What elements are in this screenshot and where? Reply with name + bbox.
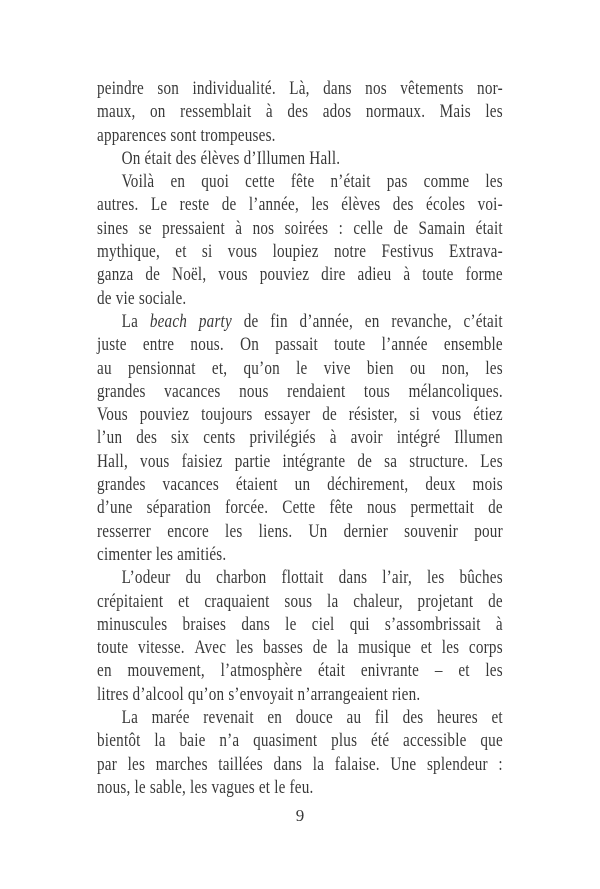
word: les — [485, 661, 503, 682]
word: enivrante — [360, 661, 420, 682]
word: La — [121, 708, 139, 729]
word: en — [364, 311, 380, 332]
word: pour — [474, 521, 503, 542]
word: à — [235, 218, 243, 239]
word: accessible — [403, 731, 467, 752]
text-segment: On était des élèves d’Illumen Hall. — [121, 148, 341, 169]
word: l’atmosphère — [220, 661, 303, 682]
word: Illumen — [454, 428, 503, 449]
word: vous — [218, 265, 248, 286]
word: la — [312, 754, 325, 775]
word: chaleur, — [353, 591, 403, 612]
text-line — [97, 754, 503, 777]
word: mythique, — [97, 242, 160, 263]
word: taillées — [218, 754, 263, 775]
word: Cette — [282, 498, 316, 519]
word: projetant — [417, 591, 474, 612]
word: ciel — [311, 614, 335, 635]
word: et, — [211, 358, 228, 379]
text-line — [97, 241, 503, 264]
text-line — [97, 427, 503, 450]
word: party — [198, 311, 232, 332]
word: la — [327, 591, 339, 612]
word: comme — [423, 172, 470, 193]
word: sous — [284, 591, 313, 612]
word: pouviez — [259, 265, 310, 286]
word: en — [170, 172, 186, 193]
word: liens. — [258, 521, 293, 542]
word: intégrante — [282, 451, 346, 472]
text-line — [97, 660, 503, 683]
word: pressaient — [162, 218, 225, 239]
word: dans — [323, 79, 352, 99]
text-line — [97, 125, 503, 148]
word: on — [150, 102, 166, 123]
word: au — [346, 708, 362, 729]
word: fil — [374, 708, 389, 729]
word: de — [357, 451, 373, 472]
text-line — [97, 358, 503, 381]
word: soirées — [284, 218, 329, 239]
text-line — [97, 194, 503, 217]
word: c’était — [463, 311, 503, 332]
word: et — [458, 661, 470, 682]
word: toute — [422, 265, 454, 286]
word: cents — [203, 428, 236, 449]
word: Un — [308, 521, 328, 542]
word: individualité. — [192, 79, 276, 99]
word: de — [322, 405, 337, 426]
word: les — [441, 638, 460, 659]
word: dernier — [343, 521, 389, 542]
word: du — [185, 568, 202, 589]
word: de — [145, 265, 161, 286]
word: des — [402, 708, 424, 729]
word: de — [488, 591, 503, 612]
word: et — [420, 638, 433, 659]
word: splendeur — [426, 754, 488, 775]
word: le — [285, 614, 297, 635]
word: les — [485, 102, 503, 123]
word: vêtements — [400, 79, 464, 99]
word: dans — [338, 568, 368, 589]
word: à — [265, 102, 273, 123]
text-line — [97, 707, 503, 730]
word: plus — [331, 731, 358, 752]
word: juste — [97, 335, 127, 356]
word: revenait — [203, 708, 254, 729]
word: les — [485, 172, 503, 193]
word: craquaient — [204, 591, 270, 612]
word: les — [485, 358, 503, 379]
word: ou — [410, 358, 426, 379]
word: mouvement, — [127, 661, 205, 682]
word: ganza — [97, 265, 134, 286]
word: s’assombrissait — [384, 614, 481, 635]
word: loupiez — [272, 242, 319, 263]
word: de — [488, 498, 503, 519]
text-line — [97, 521, 503, 544]
word: faisiez — [181, 451, 223, 472]
word: privilégiés — [249, 428, 316, 449]
word: basses — [263, 638, 304, 659]
word: les — [235, 638, 254, 659]
word: resserrer — [97, 521, 152, 542]
word: des — [392, 195, 414, 216]
word: qu’on — [243, 358, 280, 379]
word: nos — [365, 79, 387, 99]
word: fête — [329, 498, 353, 519]
word: sines — [97, 218, 129, 239]
word: étaient — [235, 475, 278, 496]
word: et — [491, 708, 503, 729]
text-line — [97, 404, 503, 427]
word: flottait — [281, 568, 324, 589]
word: des — [287, 102, 309, 123]
word: vive — [323, 358, 351, 379]
word: de — [312, 638, 328, 659]
word: se — [138, 218, 152, 239]
word: marée — [151, 708, 190, 729]
word: braises — [182, 614, 227, 635]
word: fête — [290, 172, 315, 193]
word: fin — [270, 311, 288, 332]
word: n’a — [219, 731, 240, 752]
word: nos — [252, 218, 275, 239]
word: mois — [472, 475, 503, 496]
word: était — [475, 218, 503, 239]
word: Voilà — [121, 172, 155, 193]
word: vacances — [162, 475, 219, 496]
word: essayer — [264, 405, 311, 426]
word: structure. — [409, 451, 469, 472]
word: falaise. — [334, 754, 380, 775]
text-block — [97, 78, 503, 800]
word: si — [201, 242, 213, 263]
text-line — [97, 78, 503, 101]
word: normaux. — [365, 102, 426, 123]
word: déchirement, — [327, 475, 409, 496]
word: sa — [384, 451, 398, 472]
word: d’une — [97, 498, 133, 519]
word: grandes — [97, 475, 146, 496]
word: mélancoliques. — [408, 381, 503, 402]
word: grandes — [97, 381, 146, 402]
word: Une — [390, 754, 417, 775]
word: marches — [155, 754, 208, 775]
text-line — [97, 264, 503, 287]
word: minuscules — [97, 614, 168, 635]
word: en — [267, 708, 283, 729]
word: avoir — [350, 428, 383, 449]
word: Noël, — [172, 265, 207, 286]
word: Les — [480, 451, 503, 472]
word: voi- — [477, 195, 503, 216]
word: nous — [366, 498, 397, 519]
page-number: 9 — [295, 806, 305, 825]
word: l’année, — [248, 195, 299, 216]
text-line — [97, 101, 503, 124]
word: la — [154, 731, 166, 752]
word: qui — [349, 614, 370, 635]
text-segment: cimenter les amitiés. — [97, 544, 227, 565]
word: Le — [150, 195, 168, 216]
text-line — [97, 474, 503, 497]
word: d’année, — [299, 311, 353, 332]
word: vitesse. — [138, 638, 185, 659]
word: était — [317, 661, 346, 682]
word: et — [178, 591, 190, 612]
word: Hall, — [97, 451, 128, 472]
word: deux — [425, 475, 456, 496]
word: intégré — [396, 428, 441, 449]
word: Festivus — [381, 242, 434, 263]
word: musique — [358, 638, 412, 659]
text-line — [97, 148, 503, 171]
word: bien — [366, 358, 394, 379]
word: ensemble — [443, 335, 503, 356]
word: notre — [333, 242, 367, 263]
text-segment: nous, le sable, les vagues et le feu. — [97, 777, 314, 798]
word: cette — [245, 172, 275, 193]
word: un — [294, 475, 311, 496]
word: des — [136, 428, 158, 449]
word: maux, — [97, 102, 136, 123]
word: de — [243, 311, 259, 332]
text-line — [97, 218, 503, 241]
word: dans — [273, 754, 303, 775]
word: si — [409, 405, 421, 426]
word: toujours — [201, 405, 253, 426]
text-line — [97, 171, 503, 194]
word: adieu — [357, 265, 392, 286]
word: quoi — [201, 172, 230, 193]
word: pouviez — [139, 405, 190, 426]
word: vous — [140, 451, 170, 472]
word: forcée. — [225, 498, 269, 519]
text-line — [97, 730, 503, 753]
word: à — [495, 614, 503, 635]
word: beach — [149, 311, 188, 332]
word: le — [296, 358, 308, 379]
word: vous — [431, 405, 462, 426]
word: écoles — [426, 195, 466, 216]
word: quasiment — [253, 731, 318, 752]
word: et — [175, 242, 187, 263]
word: souvenir — [404, 521, 459, 542]
word: revanche, — [391, 311, 452, 332]
word: tous — [363, 381, 391, 402]
word: n’était — [330, 172, 371, 193]
word: ressemblait — [180, 102, 252, 123]
word: celle — [353, 218, 384, 239]
word: en — [97, 661, 112, 682]
word: les — [225, 521, 243, 542]
text-line — [97, 614, 503, 637]
word: toute — [97, 638, 129, 659]
word: l’un — [97, 428, 123, 449]
word: partie — [234, 451, 271, 472]
word: dire — [321, 265, 346, 286]
text-line — [97, 684, 503, 707]
text-segment: litres d’alcool qu’on s’envoyait n’arrangeaient rien. — [97, 684, 421, 705]
word: Vous — [97, 405, 128, 426]
word: : — [338, 218, 344, 239]
text-line — [97, 567, 503, 590]
word: entre — [142, 335, 175, 356]
word: La — [121, 311, 139, 332]
text-line — [97, 311, 503, 334]
word: pas — [386, 172, 408, 193]
word: résister, — [348, 405, 398, 426]
word: de — [393, 218, 409, 239]
word: rendaient — [287, 381, 346, 402]
word: les — [127, 754, 146, 775]
word: séparation — [146, 498, 212, 519]
text-segment: apparences sont trompeuses. — [97, 125, 276, 146]
word: été — [370, 731, 390, 752]
word: forme — [465, 265, 503, 286]
text-line — [97, 381, 503, 404]
word: l’air, — [382, 568, 412, 589]
text-line — [97, 334, 503, 357]
word: Samain — [418, 218, 466, 239]
word: la — [337, 638, 349, 659]
text-line — [97, 544, 503, 567]
text-line — [97, 777, 503, 800]
word: crépitaient — [97, 591, 164, 612]
word: Avec — [194, 638, 227, 659]
word: nous. — [190, 335, 224, 356]
word: Mais — [439, 102, 471, 123]
word: non, — [441, 358, 470, 379]
word: Là, — [289, 79, 310, 99]
word: charbon — [216, 568, 267, 589]
word: Extrava- — [449, 242, 503, 263]
text-line — [97, 637, 503, 660]
word: bientôt — [97, 731, 141, 752]
text-line — [97, 591, 503, 614]
word: vacances — [164, 381, 221, 402]
word: les — [311, 195, 329, 216]
word: nor- — [477, 79, 503, 99]
word: douce — [295, 708, 333, 729]
text-line — [97, 451, 503, 474]
word: de — [221, 195, 237, 216]
word: que — [480, 731, 503, 752]
word: corps — [468, 638, 503, 659]
word: baie — [179, 731, 206, 752]
word: étiez — [473, 405, 503, 426]
word: six — [171, 428, 190, 449]
word: les — [426, 568, 445, 589]
word: heures — [437, 708, 478, 729]
text-line — [97, 288, 503, 311]
word: par — [97, 754, 117, 775]
word: élèves — [341, 195, 381, 216]
word: On — [240, 335, 260, 356]
word: pensionnat — [127, 358, 196, 379]
word: au — [97, 358, 112, 379]
word: bûches — [459, 568, 503, 589]
word: – — [434, 661, 443, 682]
word: à — [329, 428, 337, 449]
word: permettait — [410, 498, 475, 519]
word: ados — [322, 102, 352, 123]
word: L’odeur — [121, 568, 171, 589]
word: encore — [167, 521, 209, 542]
word: peindre — [97, 79, 144, 99]
word: reste — [179, 195, 210, 216]
word: passait — [275, 335, 318, 356]
word: son — [157, 79, 180, 99]
word: à — [403, 265, 411, 286]
word: l’année — [381, 335, 428, 356]
word: vous — [227, 242, 258, 263]
text-line — [97, 497, 503, 520]
word: nous — [239, 381, 269, 402]
word: toute — [334, 335, 366, 356]
text-segment: de vie sociale. — [97, 288, 187, 309]
word: : — [498, 754, 503, 775]
word: dans — [241, 614, 270, 635]
word: autres. — [97, 195, 139, 216]
